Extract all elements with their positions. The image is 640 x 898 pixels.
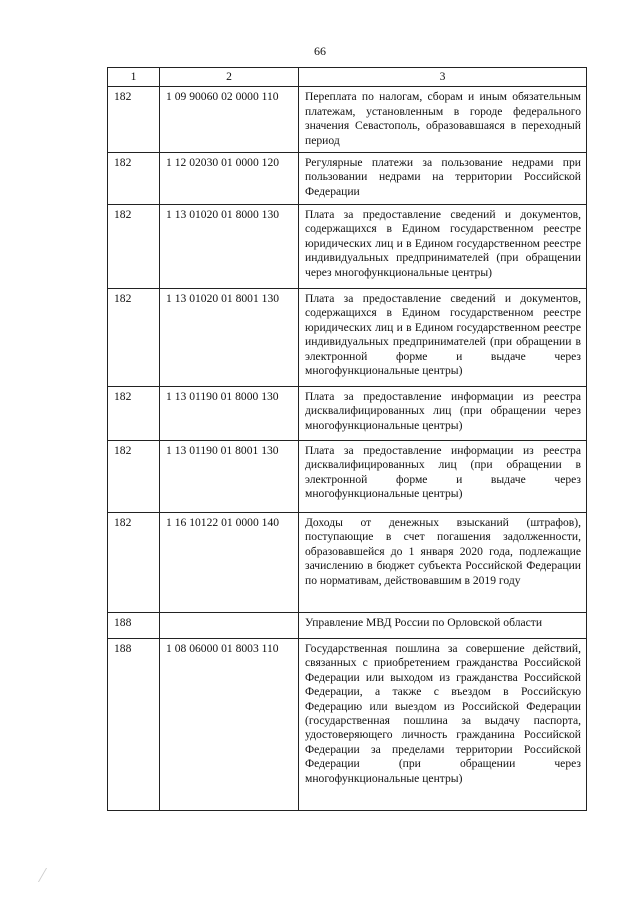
table-row	[108, 613, 587, 639]
description-cell: Плата за предоставление сведений и документов, содержащихся в Едином государственном реестре юридических лиц и в Едином государственном реестре индивидуальных предпринимателей (при обращении в электронной форме и выдаче через многофункциональные центры)	[299, 289, 587, 387]
table-row	[108, 205, 587, 289]
description-cell: Плата за предоставление сведений и документов, содержащихся в Едином государственном реестре юридических лиц и в Едином государственном реестре индивидуальных предпринимателей (при обращении через многофункциональные центры)	[299, 205, 587, 289]
budget-code-cell: 1 08 06000 01 8003 110	[160, 639, 299, 811]
admin-code-cell: 182	[108, 205, 160, 289]
column-header-1: 1	[108, 68, 160, 87]
budget-code-cell: 1 16 10122 01 0000 140	[160, 513, 299, 613]
table-header-row	[108, 68, 587, 87]
budget-code-cell: 1 13 01020 01 8000 130	[160, 205, 299, 289]
table-row	[108, 87, 587, 153]
admin-code-cell: 182	[108, 289, 160, 387]
description-cell: Переплата по налогам, сборам и иным обязательным платежам, установленным в городе федерального значения Севастополь, образовавшаяся в переходный период	[299, 87, 587, 153]
budget-code-cell: 1 12 02030 01 0000 120	[160, 153, 299, 205]
budget-code-cell: 1 13 01190 01 8000 130	[160, 387, 299, 441]
table-row	[108, 289, 587, 387]
table-row	[108, 387, 587, 441]
budget-code-cell: 1 13 01190 01 8001 130	[160, 441, 299, 513]
scan-mark	[38, 868, 57, 882]
admin-code-cell: 182	[108, 87, 160, 153]
revenue-codes-table	[107, 67, 587, 811]
admin-code-cell: 182	[108, 441, 160, 513]
admin-code-cell: 182	[108, 153, 160, 205]
section-heading-cell: Управление МВД России по Орловской области	[299, 613, 587, 639]
table-row	[108, 639, 587, 811]
budget-code-cell: 1 13 01020 01 8001 130	[160, 289, 299, 387]
admin-code-cell: 188	[108, 639, 160, 811]
description-cell: Государственная пошлина за совершение действий, связанных с приобретением гражданства Российской Федерации или выходом из гражданства Российской Федерации, а также с въездом в Российскую Федерацию или выездом из Российской Федерации (государственная пошлина за выдачу паспорта, удостоверяющего личность гражданина Российской Федерации за пределами территории Российской Федерации (при обращении через многофункциональные центры)	[299, 639, 587, 811]
admin-code-cell: 182	[108, 387, 160, 441]
description-cell: Регулярные платежи за пользование недрами при пользовании недрами на территории Российской Федерации	[299, 153, 587, 205]
column-header-2: 2	[160, 68, 299, 87]
column-header-3: 3	[299, 68, 587, 87]
description-cell: Плата за предоставление информации из реестра дисквалифицированных лиц (при обращении через многофункциональные центры)	[299, 387, 587, 441]
table-row	[108, 153, 587, 205]
budget-code-cell	[160, 613, 299, 639]
table-row	[108, 441, 587, 513]
budget-code-cell: 1 09 90060 02 0000 110	[160, 87, 299, 153]
admin-code-cell: 182	[108, 513, 160, 613]
page-number: 66	[314, 44, 326, 58]
description-cell: Доходы от денежных взысканий (штрафов), поступающие в счет погашения задолженности, образовавшейся до 1 января 2020 года, подлежащие зачислению в бюджет субъекта Российской Федерации по нормативам, действовавшим в 2019 году	[299, 513, 587, 613]
table-row	[108, 513, 587, 613]
description-cell: Плата за предоставление информации из реестра дисквалифицированных лиц (при обращении в электронной форме и выдаче через многофункциональные центры)	[299, 441, 587, 513]
admin-code-cell: 188	[108, 613, 160, 639]
